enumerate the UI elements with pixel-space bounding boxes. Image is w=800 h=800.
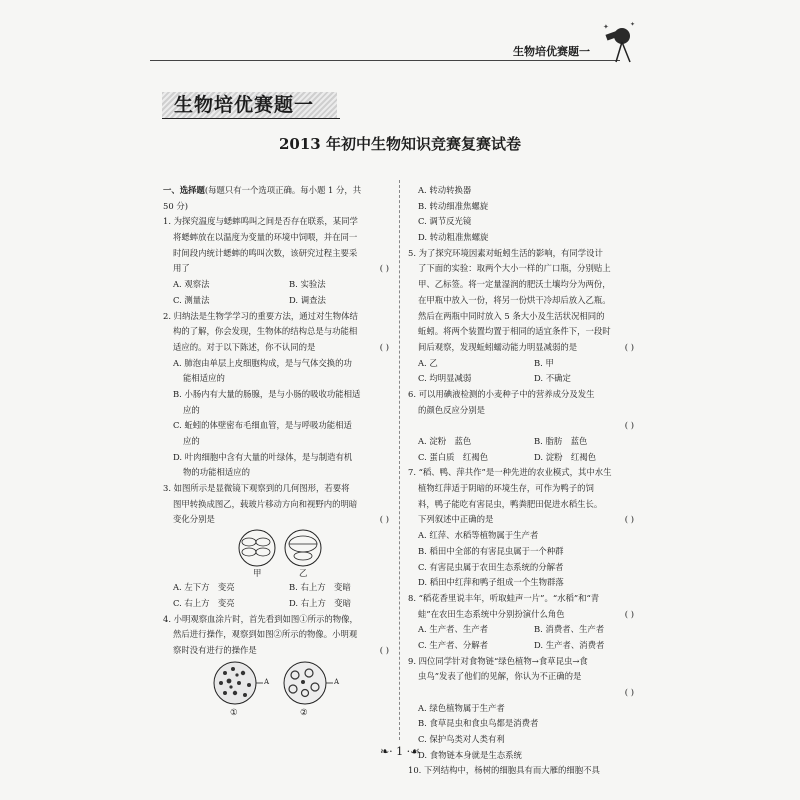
question-text: 然后在两瓶中同时放入 5 条大小及生活状况相同的 <box>418 310 605 321</box>
blood-smear-diagram <box>163 659 395 721</box>
question-text: 6. 可以用碘液检测的小麦种子中的营养成分及发生 <box>408 388 595 399</box>
page-number: 1 <box>396 745 404 758</box>
question-text: 间后观察，发现蚯蚓蠕动能力明显减弱的是 <box>418 341 578 352</box>
question-text: 虫鸟”发表了他们的见解，你认为不正确的是 <box>418 671 582 682</box>
figure-label-a: A <box>334 677 340 686</box>
question-6 <box>408 387 640 465</box>
option-d: D. 叶肉细胞中含有大量的叶绿体，是与制造有机 <box>173 451 353 462</box>
column-divider <box>399 180 400 740</box>
option-c: C. 有害昆虫属于农田生态系统的分解者 <box>418 561 564 572</box>
question-text: 的颜色反应分别是 <box>418 404 485 415</box>
answer-blank: ( ) <box>379 263 389 274</box>
option-d: D. 转动粗准焦螺旋 <box>418 232 489 243</box>
option-b: B. 转动细准焦螺旋 <box>418 200 489 211</box>
right-column <box>408 183 640 779</box>
option-b: B. 脂肪 蓝色 <box>534 436 588 446</box>
option-b: B. 食草昆虫和食虫鸟都是消费者 <box>418 718 539 729</box>
question-4-options <box>408 183 640 246</box>
option-d: D. 稻田中红萍和鸭子组成一个生物群落 <box>418 577 564 588</box>
question-text: 植物红萍适于阴暗的环境生存，可作为鸭子的饲 <box>418 483 594 494</box>
answer-blank: ( ) <box>624 341 634 352</box>
option-b: B. 右上方 变暗 <box>289 582 351 593</box>
left-column <box>163 183 395 721</box>
option-c: C. 蛋白质 红褐色 <box>418 451 489 462</box>
figure-label-a: A <box>264 677 270 686</box>
option-d-cont: 物的功能相适应的 <box>183 467 250 478</box>
option-a: A. 淀粉 蓝色 <box>418 436 472 446</box>
option-a: A. 肺泡由单层上皮细胞构成，是与气体交换的功 <box>173 357 352 368</box>
footer-ornament-left-icon: ❧· <box>379 745 393 758</box>
option-a: A. 生产者、生产者 <box>418 624 488 635</box>
question-text: 7. “稻、鸭、萍共作”是一种先进的农业模式，其中水生 <box>408 467 612 478</box>
option-a: A. 绿色植物属于生产者 <box>418 702 505 713</box>
option-a: A. 转动转换器 <box>418 185 472 195</box>
question-text: 下列叙述中正确的是 <box>418 514 494 525</box>
section-note-cont: 50 分) <box>163 200 188 211</box>
section-heading <box>163 183 395 199</box>
option-a: A. 乙 <box>418 357 438 368</box>
answer-blank: ( ) <box>624 608 634 619</box>
svg-text:✦: ✦ <box>603 23 609 31</box>
question-text: 用了 <box>173 263 190 274</box>
question-4 <box>163 612 395 721</box>
option-c: C. 测量法 <box>173 294 210 305</box>
question-text: 1. 为探究温度与蟋蟀鸣叫之间是否存在联系，某同学 <box>163 216 358 227</box>
option-b: B. 甲 <box>534 357 554 368</box>
question-text: 然后进行操作，观察到如图②所示的物像。小明观 <box>173 629 358 640</box>
question-text: 构的了解，你会发现，生物体的结构总是与功能相 <box>173 326 358 337</box>
exam-title: 2013 年初中生物知识竞赛复赛试卷 <box>279 135 521 153</box>
figure-label-yi: 乙 <box>299 568 308 579</box>
question-3 <box>163 481 395 611</box>
question-text: 适应的。对于以下陈述，你不认同的是 <box>173 341 316 352</box>
question-text: 图甲转换成图乙，载玻片移动方向和视野内的明暗 <box>173 498 358 509</box>
section-banner <box>162 92 337 118</box>
microscope-fields-diagram <box>163 528 395 580</box>
page-footer <box>0 745 800 758</box>
option-c: C. 保护鸟类对人类有利 <box>418 734 505 745</box>
section-label: 一、选择题 <box>163 185 205 195</box>
question-text: 变化分别是 <box>173 514 215 525</box>
option-c: C. 生产者、分解者 <box>418 639 489 650</box>
header-rule <box>150 60 620 61</box>
question-text: 料，鸭子能吃有害昆虫，鸭粪肥田促进水稻生长。 <box>418 498 603 509</box>
running-header-title: 生物培优赛题一 <box>513 45 590 58</box>
option-d: D. 淀粉 红褐色 <box>534 451 596 462</box>
question-8 <box>408 591 640 654</box>
question-1 <box>163 214 395 308</box>
answer-blank: ( ) <box>379 514 389 525</box>
answer-blank: ( ) <box>379 644 389 655</box>
option-d: D. 不确定 <box>534 373 571 384</box>
question-2 <box>163 309 395 482</box>
question-text: 察时没有进行的操作是 <box>173 644 257 655</box>
option-b-cont: 应的 <box>183 404 200 415</box>
banner-title: 生物培优赛题一 <box>174 94 315 116</box>
option-d: D. 调查法 <box>289 294 326 305</box>
option-c-cont: 应的 <box>183 436 200 446</box>
figure-label-2: ② <box>300 706 308 717</box>
question-text: 3. 如图所示是显微镜下观察到的几何图形，若要将 <box>163 483 350 494</box>
question-text: 蚯蚓。将两个装置均置于相同的适宜条件下，一段时 <box>418 326 611 337</box>
section-note: (每题只有一个选项正确。每小题 1 分，共 <box>204 185 362 195</box>
figure-label-1: ① <box>230 706 238 717</box>
question-5 <box>408 246 640 387</box>
option-a-cont: 能相适应的 <box>183 373 225 384</box>
option-b: B. 稻田中全部的有害昆虫属于一个种群 <box>418 545 564 556</box>
option-c: C. 均明显减弱 <box>418 373 472 384</box>
question-7 <box>408 465 640 591</box>
option-d: D. 生产者、消费者 <box>534 639 605 650</box>
option-a: A. 左下方 变亮 <box>173 582 235 593</box>
svg-text:✦: ✦ <box>630 21 636 28</box>
blood-smear-figure-q4 <box>163 659 395 721</box>
answer-blank: ( ) <box>379 341 389 352</box>
question-text: 了下面的实验：取两个大小一样的广口瓶，分别贴上 <box>418 263 611 274</box>
option-b: B. 实验法 <box>289 279 326 290</box>
question-text: 时间段内统计蟋蟀的鸣叫次数，该研究过程主要采 <box>173 247 358 258</box>
figure-label-jia: 甲 <box>253 568 262 579</box>
answer-blank: ( ) <box>624 687 634 697</box>
question-text: 8. “稻花香里说丰年，听取蛙声一片”。“水稻”和“青 <box>408 592 600 603</box>
banner-underline <box>162 118 340 119</box>
question-text: 9. 四位同学针对食物链“绿色植物→食草昆虫→食 <box>408 655 588 666</box>
question-text: 蛙”在农田生态系统中分别扮演什么角色 <box>418 608 565 619</box>
question-10-text: 10. 下列结构中，杨树的细胞具有而大雁的细胞不具 <box>408 765 600 776</box>
option-a: A. 红萍、水稻等植物属于生产者 <box>418 530 539 541</box>
question-text: 将蟋蟀放在以温度为变量的环境中饲喂，并在同一 <box>173 232 358 243</box>
option-d: D. 右上方 变暗 <box>289 597 351 608</box>
question-text: 4. 小明观察血涂片时，首先看到如图①所示的物像， <box>163 613 358 624</box>
option-a: A. 观察法 <box>173 279 210 290</box>
option-c: C. 蚯蚓的体壁密布毛细血管，是与呼吸功能相适 <box>173 420 352 431</box>
option-c: C. 调节反光镜 <box>418 216 472 227</box>
question-text: 2. 归纳法是生物学学习的重要方法，通过对生物体结 <box>163 310 358 321</box>
option-d: D. 食物链本身就是生态系统 <box>418 749 522 760</box>
option-b: B. 小肠内有大量的肠腺，是与小肠的吸收功能相适 <box>173 388 361 399</box>
question-text: 5. 为了探究环境因素对蚯蚓生活的影响，有同学设计 <box>408 247 603 258</box>
question-text: 在甲瓶中放入一份，将另一份烘干冷却后放入乙瓶。 <box>418 294 611 305</box>
microscope-figure-q3 <box>163 528 395 580</box>
footer-ornament-right-icon: ·☙ <box>406 745 421 758</box>
answer-blank: ( ) <box>624 514 634 525</box>
question-text: 甲、乙标签。将一定量湿润的肥沃土壤均分为两份， <box>418 279 611 290</box>
option-b: B. 消费者、生产者 <box>534 624 605 635</box>
telescope-icon <box>600 20 640 65</box>
answer-blank: ( ) <box>624 420 634 431</box>
option-c: C. 右上方 变亮 <box>173 597 235 608</box>
